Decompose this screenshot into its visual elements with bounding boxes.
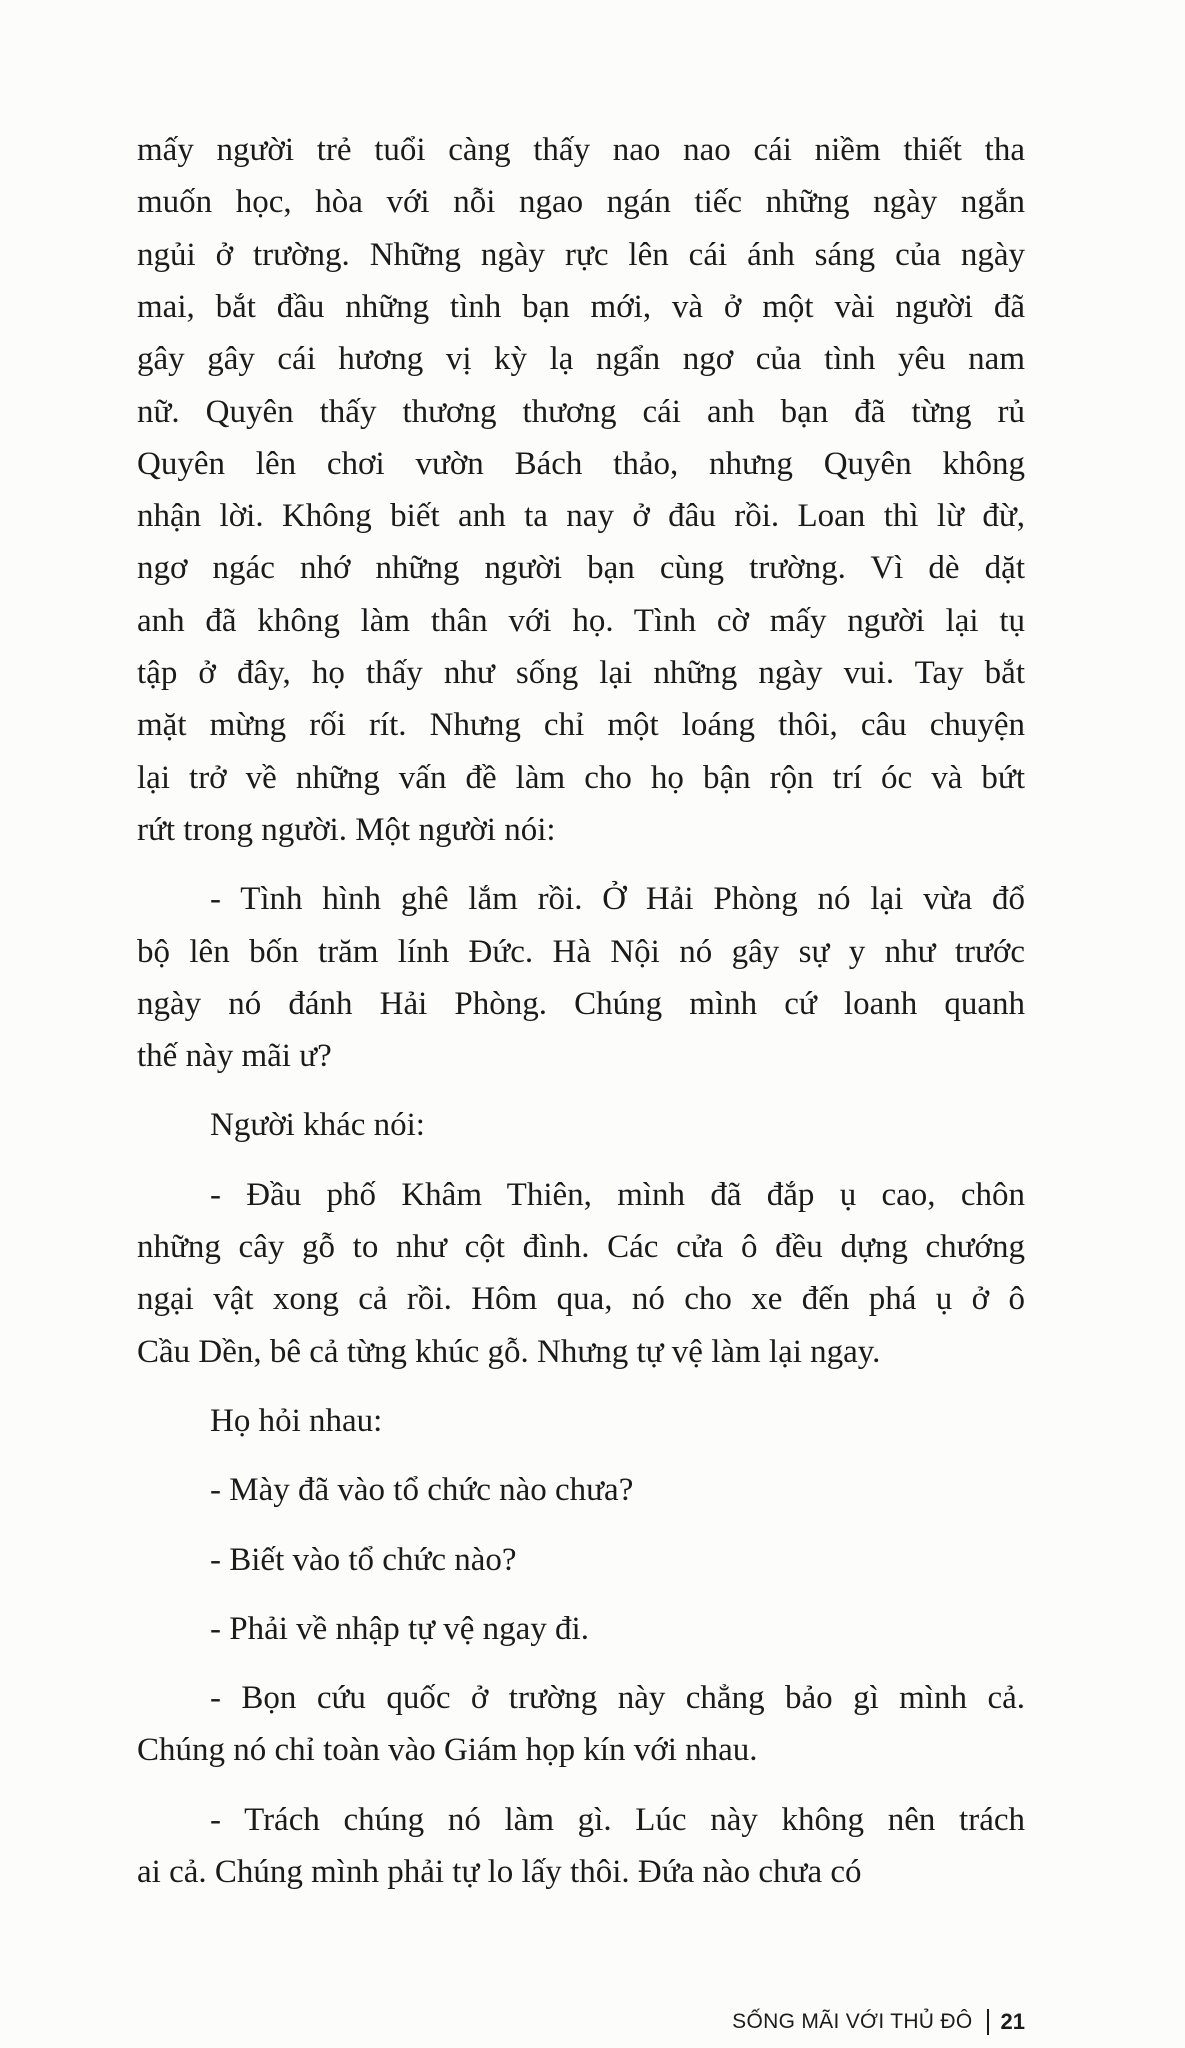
running-title: SỐNG MÃI VỚI THỦ ĐÔ [732, 2010, 973, 2033]
text-line: - Phải về nhập tự vệ ngay đi. [210, 1610, 589, 1647]
text-line: Quyên lên chơi vườn Bách thảo, nhưng Quyên không [137, 445, 1025, 482]
footer-divider [987, 2009, 989, 2035]
text-line: gây gây cái hương vị kỳ lạ ngẩn ngơ của tình yêu nam [137, 341, 1025, 378]
text-line: - Trách chúng nó làm gì. Lúc này không nên trách [210, 1801, 1025, 1838]
text-line: - Đầu phố Khâm Thiên, mình đã đắp ụ cao, chôn [210, 1176, 1025, 1213]
text-line: - Biết vào tổ chức nào? [210, 1541, 517, 1578]
text-line: mấy người trẻ tuổi càng thấy nao nao cái niềm thiết tha [137, 132, 1025, 168]
text-line: Chúng nó chỉ toàn vào Giám họp kín với nhau. [137, 1732, 758, 1769]
text-line: muốn học, hòa với nỗi ngao ngán tiếc những ngày ngắn [137, 184, 1025, 221]
page-number: 21 [1000, 2009, 1025, 2034]
page-footer [732, 2006, 1025, 2038]
text-line: - Tình hình ghê lắm rồi. Ở Hải Phòng nó lại vừa đổ [210, 881, 1025, 918]
text-line: bộ lên bốn trăm lính Đức. Hà Nội nó gây sự y như trước [137, 933, 1025, 970]
text-line: Cầu Dền, bê cả từng khúc gỗ. Nhưng tự vệ làm lại ngay. [137, 1333, 881, 1370]
text-line: Người khác nói: [210, 1107, 425, 1144]
text-line: ngại vật xong cả rồi. Hôm qua, nó cho xe đến phá ụ ở ô [137, 1281, 1025, 1318]
text-line: mặt mừng rối rít. Nhưng chỉ một loáng thôi, câu chuyện [137, 707, 1025, 744]
text-line: anh đã không làm thân với họ. Tình cờ mấy người lại tụ [137, 602, 1025, 639]
text-line: mai, bắt đầu những tình bạn mới, và ở một vài người đã [137, 288, 1025, 325]
text-line: rứt trong người. Một người nói: [137, 811, 556, 848]
text-line: ai cả. Chúng mình phải tự lo lấy thôi. Đứa nào chưa có [137, 1854, 862, 1890]
text-line: lại trở về những vấn đề làm cho họ bận rộn trí óc và bứt [137, 759, 1025, 796]
text-line: Họ hỏi nhau: [210, 1402, 383, 1439]
text-line: - Bọn cứu quốc ở trường này chẳng bảo gì mình cả. [210, 1680, 1025, 1717]
text-line: thế này mãi ư? [137, 1038, 332, 1075]
text-line: tập ở đây, họ thấy như sống lại những ngày vui. Tay bắt [137, 655, 1025, 691]
text-line: nhận lời. Không biết anh ta nay ở đâu rồi. Loan thì lừ đừ, [137, 498, 1025, 535]
text-line: ngơ ngác nhớ những người bạn cùng trường. Vì dè dặt [137, 550, 1025, 587]
text-line: - Mày đã vào tổ chức nào chưa? [210, 1472, 634, 1509]
text-line: ngày nó đánh Hải Phòng. Chúng mình cứ loanh quanh [137, 985, 1025, 1022]
text-line: những cây gỗ to như cột đình. Các cửa ô đều dựng chướng [137, 1229, 1025, 1265]
text-line: nữ. Quyên thấy thương thương cái anh bạn đã từng rủ [137, 393, 1025, 430]
text-line: ngủi ở trường. Những ngày rực lên cái ánh sáng của ngày [137, 236, 1025, 273]
